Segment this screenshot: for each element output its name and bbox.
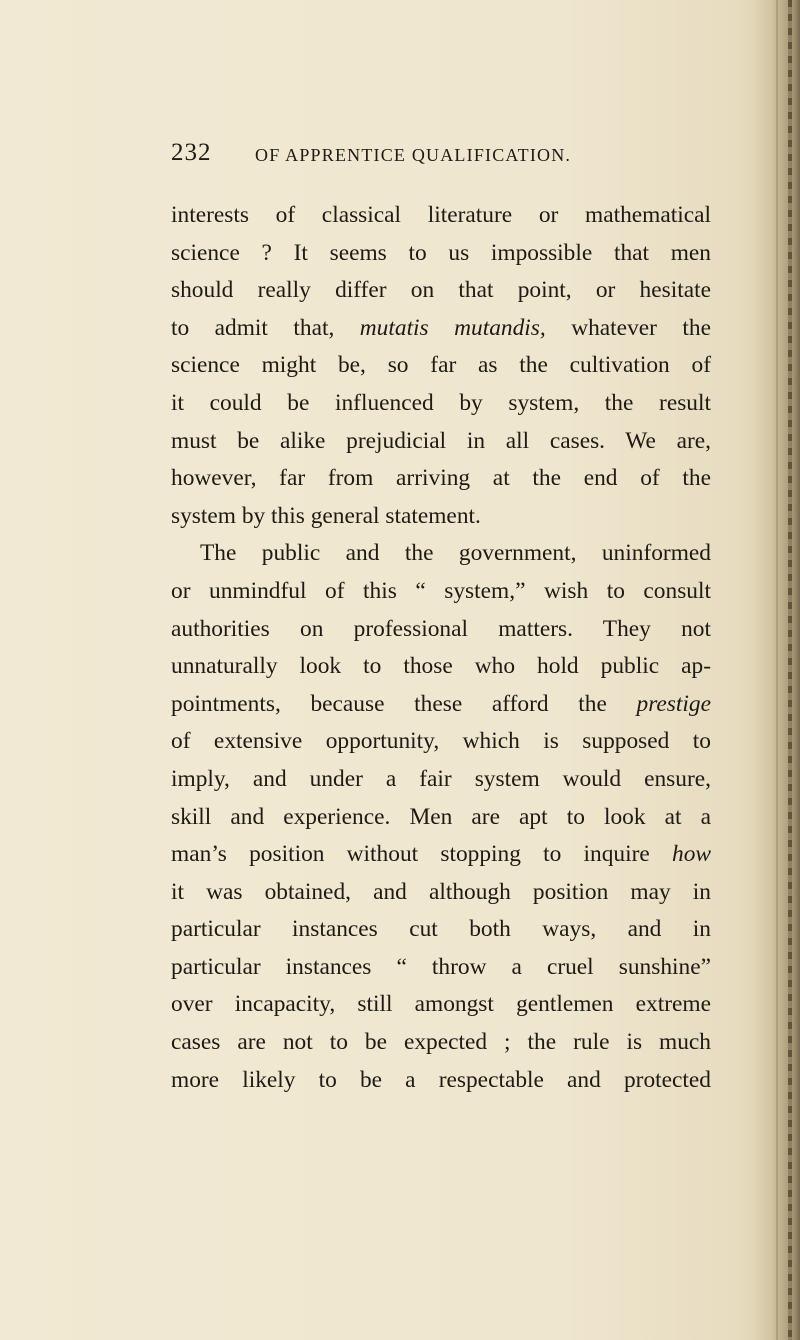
text-line-with-italic: to admit that, mutatis mutandis, whatever the xyxy=(171,314,711,341)
text-line: it was obtained, and although position may in xyxy=(171,878,711,905)
text-line: skill and experience. Men are apt to look at a xyxy=(171,803,711,830)
text-line: must be alike prejudicial in all cases. We are, xyxy=(171,427,711,454)
text-line: or unmindful of this “ system,” wish to consult xyxy=(171,577,711,604)
text-line: should really differ on that point, or hesitate xyxy=(171,277,711,304)
page-header xyxy=(171,139,731,167)
text-line: unnaturally look to those who hold public ap- xyxy=(171,653,711,680)
paragraph-end-line: system by this general statement. xyxy=(171,502,481,529)
text-line: over incapacity, still amongst gentlemen extreme xyxy=(171,991,711,1018)
italic-phrase: how xyxy=(672,841,711,868)
text-line: authorities on professional matters. They not xyxy=(171,615,711,642)
page-number: 232 xyxy=(171,139,212,166)
text-line: particular instances “ throw a cruel sunshine” xyxy=(171,953,711,980)
page-edge-stack xyxy=(788,0,792,1340)
text-line-with-italic: pointments, because these afford the prestige xyxy=(171,690,711,717)
running-head: OF APPRENTICE QUALIFICATION. xyxy=(255,145,572,165)
page-edge-fold xyxy=(776,0,778,1340)
text-line: interests of classical literature or mathematical xyxy=(171,202,711,228)
italic-phrase: prestige xyxy=(636,690,711,717)
text-line-with-italic: man’s position without stopping to inquire how xyxy=(171,841,711,868)
italic-phrase: mutatis mutandis, xyxy=(359,314,546,341)
text-line: particular instances cut both ways, and in xyxy=(171,916,711,943)
text-line: more likely to be a respectable and protected xyxy=(171,1066,711,1093)
body-text xyxy=(171,197,711,1099)
text-line: science ? It seems to us impossible that men xyxy=(171,239,711,266)
text-line: of extensive opportunity, which is supposed to xyxy=(171,728,711,755)
text-line: cases are not to be expected ; the rule is much xyxy=(171,1029,711,1056)
text-line: it could be influenced by system, the result xyxy=(171,389,711,416)
paragraph-start-line: The public and the government, uninformed xyxy=(200,540,711,567)
text-line: science might be, so far as the cultivation of xyxy=(171,352,711,379)
text-line: however, far from arriving at the end of the xyxy=(171,465,711,492)
text-line: imply, and under a fair system would ensure, xyxy=(171,765,711,792)
